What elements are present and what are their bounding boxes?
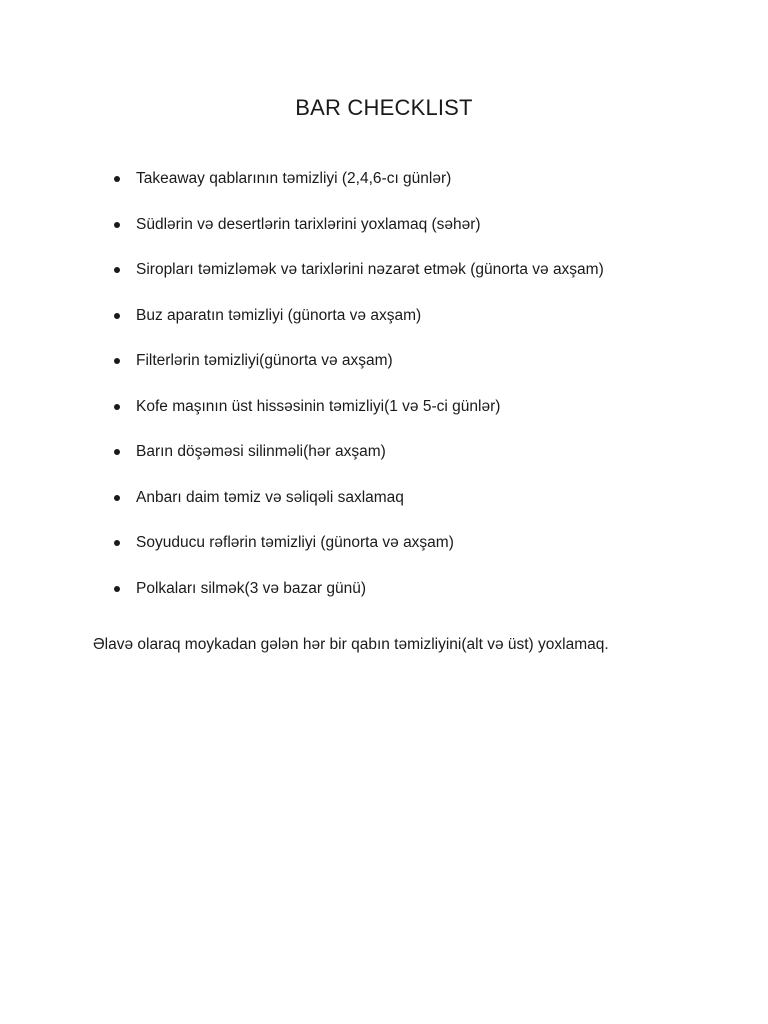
checklist-item-text: Siropları təmizləmək və tarixlərini nəzarət etmək (günorta və axşam)	[136, 261, 604, 278]
checklist-item-text: Polkaları silmək(3 və bazar günü)	[136, 579, 367, 597]
additional-note: Əlavə olaraq moykadan gələn hər bir qabın təmizliyini(alt və üst) yoxlamaq.	[93, 636, 609, 653]
bullet-icon	[114, 586, 120, 592]
checklist-item-text: Südlərin və desertlərin tarixlərini yoxlamaq (səhər)	[136, 215, 481, 233]
checklist-item-text: Barın döşəməsi silinməli(hər axşam)	[136, 443, 386, 460]
bullet-icon	[114, 495, 120, 501]
checklist-item-text: Soyuducu rəflərin təmizliyi (günorta və axşam)	[136, 534, 454, 551]
bullet-icon	[114, 449, 120, 455]
bullet-icon	[114, 313, 120, 319]
checklist-item-text: Filterlərin təmizliyi(günorta və axşam)	[136, 352, 393, 369]
document-title: BAR CHECKLIST	[295, 95, 473, 120]
checklist-item-text: Takeaway qablarının təmizliyi (2,4,6-cı günlər)	[136, 170, 452, 187]
checklist-item-text: Anbarı daim təmiz və səliqəli saxlamaq	[136, 488, 404, 506]
bullet-icon	[114, 267, 120, 273]
bullet-icon	[114, 358, 120, 364]
bullet-icon	[114, 222, 120, 228]
checklist-item-text: Kofe maşının üst hissəsinin təmizliyi(1 və 5-ci günlər)	[136, 397, 501, 415]
checklist-item-text: Buz aparatın təmizliyi (günorta və axşam)	[136, 306, 422, 324]
bullet-icon	[114, 540, 120, 546]
bullet-icon	[114, 404, 120, 410]
bullet-icon	[114, 176, 120, 182]
